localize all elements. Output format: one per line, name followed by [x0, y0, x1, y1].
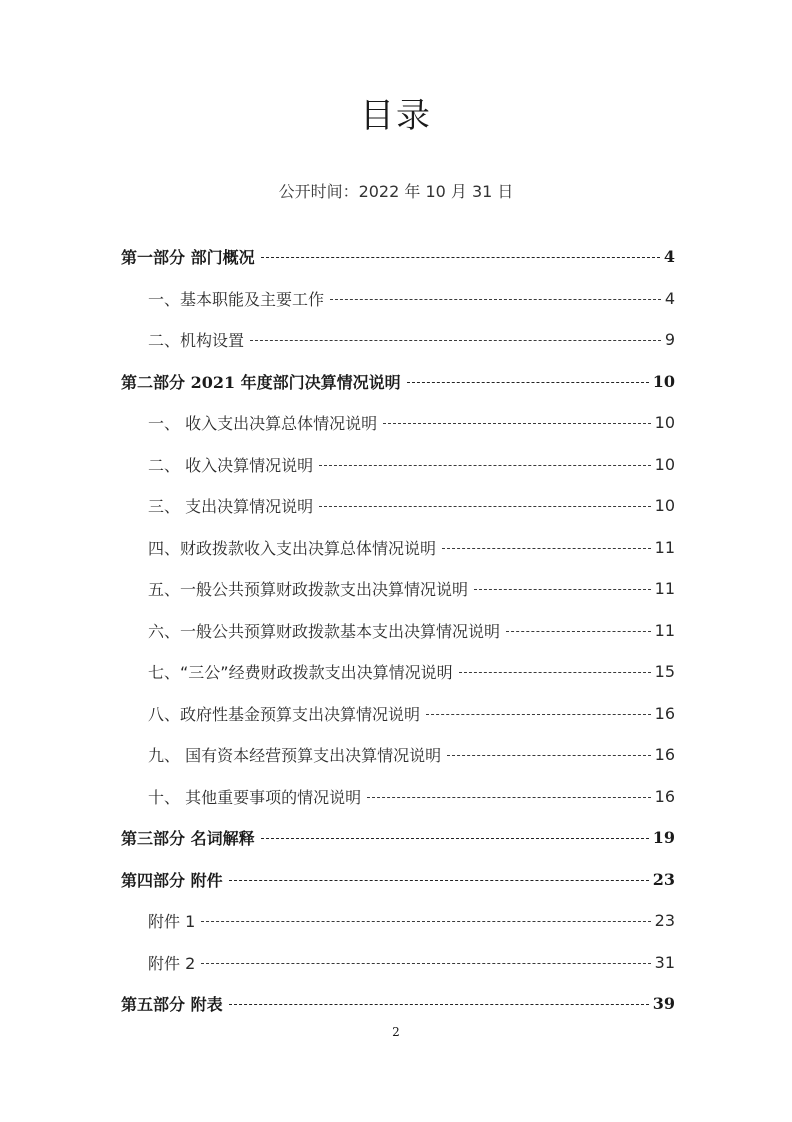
toc-label: 九、 国有资本经营预算支出决算情况说明	[148, 745, 442, 765]
toc-entry-attachment[interactable]	[121, 906, 675, 934]
toc-entry-section[interactable]	[121, 491, 675, 519]
toc-label: 一、 收入支出决算总体情况说明	[148, 413, 378, 433]
toc-leader	[319, 506, 651, 507]
toc-entry-section[interactable]	[121, 782, 675, 810]
toc-page-number: 16	[654, 703, 675, 723]
toc-leader	[367, 797, 651, 798]
toc-page-number: 11	[654, 537, 675, 557]
toc-page-number: 15	[654, 661, 675, 681]
toc-page-number: 39	[652, 993, 675, 1013]
toc-page-number: 10	[654, 495, 675, 515]
toc-page-number: 16	[654, 744, 675, 764]
toc-label: 第二部分 2021 年度部门决算情况说明	[121, 372, 401, 392]
toc-label: 第三部分 名词解释	[121, 828, 255, 848]
toc-entry-section[interactable]	[121, 284, 675, 312]
toc-entry-part-2[interactable]	[121, 367, 675, 395]
toc-leader	[229, 880, 649, 881]
page-title: 目录	[360, 96, 432, 136]
toc-entry-part-4[interactable]	[121, 865, 675, 893]
toc-page-number: 11	[654, 578, 675, 598]
toc-leader	[250, 340, 661, 341]
toc-leader	[459, 672, 651, 673]
toc-entry-section[interactable]	[121, 616, 675, 644]
toc-entry-section[interactable]	[121, 657, 675, 685]
toc-page-number: 19	[652, 827, 675, 847]
toc-leader	[442, 548, 651, 549]
toc-leader	[447, 755, 651, 756]
toc-entry-section[interactable]	[121, 699, 675, 727]
toc-page-number: 4	[663, 246, 675, 266]
toc-page-number: 23	[652, 869, 675, 889]
toc-leader	[201, 963, 650, 964]
toc-label: 四、财政拨款收入支出决算总体情况说明	[148, 538, 437, 558]
toc-label: 五、一般公共预算财政拨款支出决算情况说明	[148, 579, 469, 599]
toc-leader	[426, 714, 651, 715]
toc-page-number: 16	[654, 786, 675, 806]
toc-leader	[201, 921, 650, 922]
toc-entry-part-1[interactable]	[121, 242, 675, 270]
toc-label: 十、 其他重要事项的情况说明	[148, 787, 362, 807]
publish-date: 公开时间：2022 年 10 月 31 日	[278, 182, 514, 201]
toc-entry-section[interactable]	[121, 325, 675, 353]
toc-page-number: 9	[664, 329, 675, 349]
toc-page-number: 31	[654, 952, 675, 972]
toc-label: 第五部分 附表	[121, 994, 223, 1014]
toc-label: 七、“三公”经费财政拨款支出决算情况说明	[148, 662, 453, 682]
toc-leader	[330, 299, 661, 300]
toc-leader	[383, 423, 651, 424]
toc-label: 六、一般公共预算财政拨款基本支出决算情况说明	[148, 621, 501, 641]
toc-label: 一、基本职能及主要工作	[148, 289, 325, 309]
toc-page-number: 10	[654, 412, 675, 432]
toc-label: 第四部分 附件	[121, 870, 223, 890]
toc-page-number: 4	[664, 288, 675, 308]
toc-leader	[261, 838, 649, 839]
toc-entry-part-3[interactable]	[121, 823, 675, 851]
toc-label: 附件 2	[148, 953, 196, 973]
toc-leader	[261, 257, 660, 258]
toc-label: 附件 1	[148, 911, 196, 931]
toc-label: 第一部分 部门概况	[121, 247, 255, 267]
toc-label: 二、 收入决算情况说明	[148, 455, 314, 475]
toc-label: 八、政府性基金预算支出决算情况说明	[148, 704, 421, 724]
toc-leader	[319, 465, 651, 466]
toc-page-number: 10	[652, 371, 675, 391]
page-number-footer: 2	[392, 1025, 400, 1039]
toc-entry-section[interactable]	[121, 740, 675, 768]
toc-entry-section[interactable]	[121, 450, 675, 478]
toc-entry-section[interactable]	[121, 408, 675, 436]
toc-leader	[407, 382, 649, 383]
toc-page-number: 23	[654, 910, 675, 930]
toc-label: 三、 支出决算情况说明	[148, 496, 314, 516]
toc-leader	[506, 631, 651, 632]
toc-entry-section[interactable]	[121, 533, 675, 561]
toc-entry-attachment[interactable]	[121, 948, 675, 976]
toc-leader	[229, 1004, 649, 1005]
toc-leader	[474, 589, 651, 590]
toc-label: 二、机构设置	[148, 330, 245, 350]
toc-entry-section[interactable]	[121, 574, 675, 602]
toc-entry-part-5[interactable]	[121, 989, 675, 1017]
toc-page-number: 10	[654, 454, 675, 474]
toc-page-number: 11	[654, 620, 675, 640]
